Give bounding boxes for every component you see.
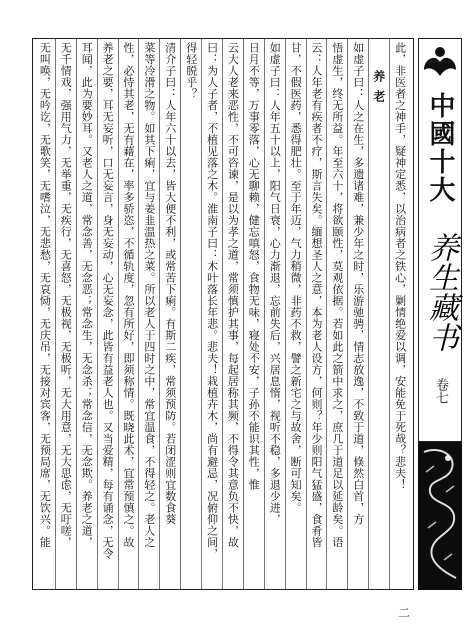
column-rule [76, 39, 77, 589]
column-rule [285, 39, 286, 589]
text-column: 得轻脱乎？ [184, 42, 198, 100]
column-rule [326, 39, 327, 589]
column-rule [264, 39, 265, 589]
text-column: 甘，不假医药，悉得肥壮。至于年迈，气力稍微，非药不救，譬之新宅之与故舍，断可知矣。 [289, 42, 303, 514]
text-column: 清介子曰：人年六十以去，皆大便不利，或常苦下痢。有斯二疾，常须预防。若闭涩则宜数食葵 [163, 42, 177, 525]
page-number: 二 [398, 606, 411, 620]
column-rule [389, 39, 390, 589]
text-column: 养老之要，耳无妄听，口无妄言，身无妄动，心无妄念，此皆有益老人也。又当爱精，每有诵念，无令 [101, 42, 115, 560]
text-column: 日月不等，万事零落，心无聊赖，健忘嗔怒，食物无味，寝处不安，子孙不能识其性，惟 [247, 42, 261, 491]
text-column: 悟虚生，终无所益。年至六十，将欲颐性，莫观依据。若如此之箭中求之，庶几于道足以延龄矣。语 [330, 42, 344, 548]
column-rule [159, 39, 160, 589]
book-title: 养生藏书 [423, 232, 458, 352]
text-column: 无千情戏，强用气力，无举重，无疾行，无喜怒，无极视，无极听，无大用意，无大思虑，无吁嗟， [59, 42, 73, 548]
column-rule [97, 39, 98, 589]
dragon-ornament-icon [418, 442, 462, 590]
text-column: 曰：为人子者，不植见落之木。淮南子曰：木叶落长年悲。悲夫！栽植卉木，尚有避忌，况俯仰之间， [205, 42, 219, 560]
column-rule [180, 39, 181, 589]
column-rule [347, 39, 348, 589]
text-column: 此，非医者之神手，疑神定悉，以治病者之铁心，剿情绝爱以调，安能免于死哉？悲夫！ [393, 42, 407, 491]
volume-label: 卷七 [433, 378, 448, 404]
cloud-ornament-icon [420, 40, 460, 90]
text-column: 菜等冷滑之物。如其下痢，宜与姜韭温热之菜。所以老人于四时之中，常宜温食，不得轻之。老人之 [142, 42, 156, 548]
column-rule [243, 39, 244, 589]
column-rule [306, 39, 307, 589]
section-heading: 养老 [371, 70, 386, 110]
text-column: 如虚子曰：人年五十以上，阳气日衰，心力渐退，忘前失后，兴居息惰，视听不稳，多退少进， [268, 42, 282, 525]
column-rule [55, 39, 56, 589]
column-rule [222, 39, 223, 589]
column-rule [201, 39, 202, 589]
column-rule [368, 39, 369, 589]
text-column: 性，必恃其老，无有藉在，率多骄恣，不循轨度，忽有所好，即须称情。既晓此术，宜常预慎之。故 [122, 42, 135, 548]
text-column: 云：人年老有疾者不疗，斯言失矣。缅想圣人之意，本为老人设方，何则？年少则阳气猛盛，食肴皆 [310, 42, 323, 548]
column-rule [118, 39, 119, 589]
text-column: 如虚子曰：人之在生，多遗诸难，兼少年之时，乐游驰骋，情志放逸，不致于道，倏然白首，方 [351, 42, 365, 525]
series-title: 中國十大 [425, 92, 455, 204]
text-column: 耳闻，此为要妙耳。又老人之道，常念善，无念恶；常念生，无念杀；常念信，无念欺。养老之道， [80, 42, 94, 548]
text-column: 无叫唤，无吟讫，无歌笑，无嗜泣，无悲愁，无哀恸，无庆吊，无接对宾客，无预局席，无饮兴。能 [38, 42, 52, 548]
text-column: 云大人老来恶性，不可咨谏，是以为孝之道，常须慎护其事，每起居称其频，不得令其意负不快，故 [226, 42, 240, 548]
column-rule [138, 39, 139, 589]
